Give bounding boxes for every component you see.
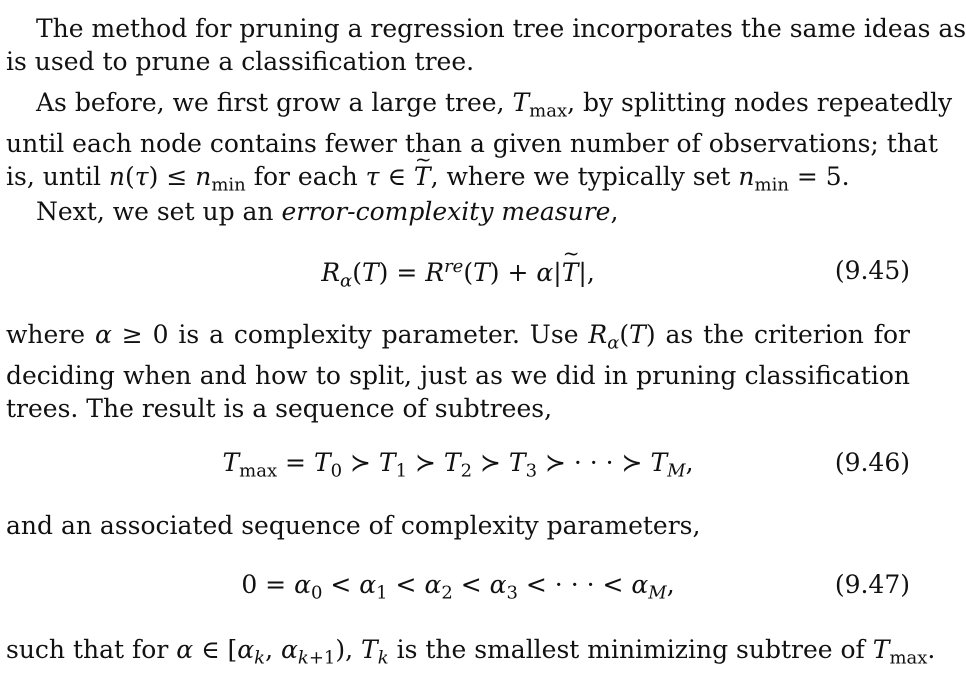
paragraph-4-line-2: deciding when and how to split, just as we did in pruning classification	[6, 361, 910, 391]
paragraph-2-line-1	[6, 86, 953, 127]
math-r-alpha-t: R	[588, 320, 608, 349]
math-alpha-interval: α	[176, 635, 194, 664]
math-t-max: $T_{max}$	[512, 88, 568, 122]
paragraph-4	[6, 318, 910, 425]
equation-9-46-number: (9.46)	[834, 448, 910, 477]
paragraph-4-line-3: trees. The result is a sequence of subtrees,	[6, 394, 553, 424]
paragraph-5	[6, 509, 910, 542]
text-complexity-parameter: is a complexity parameter. Use	[168, 320, 589, 349]
paragraph-1	[6, 12, 966, 78]
text-as-before: As before, we first grow a large tree,	[36, 88, 513, 117]
equation-9-46	[6, 448, 910, 488]
text-period: .	[927, 635, 936, 664]
text-splitting: , by splitting nodes repeatedly	[567, 88, 953, 117]
math-t-max-2: T	[872, 635, 890, 664]
paragraph-6-line-1: such that for α ∈ [$\alpha_k$, $\alpha_{k+1}$), $T_k$ is the smallest minimizing subtree of $T_{max}$.	[6, 635, 936, 669]
text-comma-2: ,	[345, 635, 362, 664]
paragraph-4-line-1: where α ≥ 0 is a complexity parameter. Use $R_\alpha(T)$ as the criterion for	[6, 320, 911, 354]
math-alpha-ge-0: α	[94, 320, 112, 349]
text-smallest-subtree: is the smallest minimizing subtree of	[388, 635, 873, 664]
math-tau-in-t: τ	[365, 162, 380, 192]
text-comma: ,	[610, 197, 619, 226]
equation-9-46-body: $T_{max} = T_0$ ≻ $T_1$ ≻ $T_2$ ≻ $T_3$ ≻ · · · ≻ $T_M$,	[222, 448, 694, 482]
paragraph-5-line-1: and an associated sequence of complexity parameters,	[6, 511, 701, 540]
math-n-min: n	[738, 162, 755, 192]
text-equals-five: = 5.	[788, 162, 850, 192]
text-is-until: is, until	[6, 162, 109, 192]
text-where-typically: , where we typically set	[430, 162, 739, 192]
paragraph-6	[6, 633, 936, 674]
paragraph-2-line-2: until each node contains fewer than a given number of observations; that	[6, 129, 938, 159]
equation-9-47-number: (9.47)	[834, 570, 910, 599]
math-t-k: T	[361, 635, 378, 664]
term-error-complexity-measure: error-complexity measure	[281, 197, 611, 226]
paragraph-3-line-1	[6, 195, 910, 228]
text-where: where	[6, 320, 95, 349]
math-n-tau-le-nmin: n	[108, 162, 126, 192]
paragraph-2	[6, 86, 953, 202]
text-for-each: for each	[245, 162, 366, 192]
equation-9-45	[6, 256, 910, 296]
text-criterion: as the criterion for	[655, 320, 911, 349]
text-such-that: such that for	[6, 635, 177, 664]
text-next: Next, we set up an	[36, 197, 282, 226]
equation-9-47-body: $0 = \alpha_0 < \alpha_1 < \alpha_2 < \alpha_3$ < · · · < $\alpha_M$,	[241, 570, 675, 604]
paragraph-3	[6, 195, 910, 228]
equation-9-45-number: (9.45)	[834, 256, 910, 285]
equation-9-45-body: $R_\alpha(T) = R^{re}(T)$ + α|~ T|,	[6, 256, 910, 291]
paragraph-2-line-3: is, until $n(\tau) \le n_{min}$ for each τ ∈ ~ T, where we typically set $n_{min} = 5$.	[6, 160, 910, 201]
paragraph-1-line-2: is used to prune a classification tree.	[6, 47, 475, 76]
paragraph-1-line-1: The method for pruning a regression tree incorporates the same ideas as	[36, 14, 966, 43]
equation-9-47	[6, 570, 910, 610]
